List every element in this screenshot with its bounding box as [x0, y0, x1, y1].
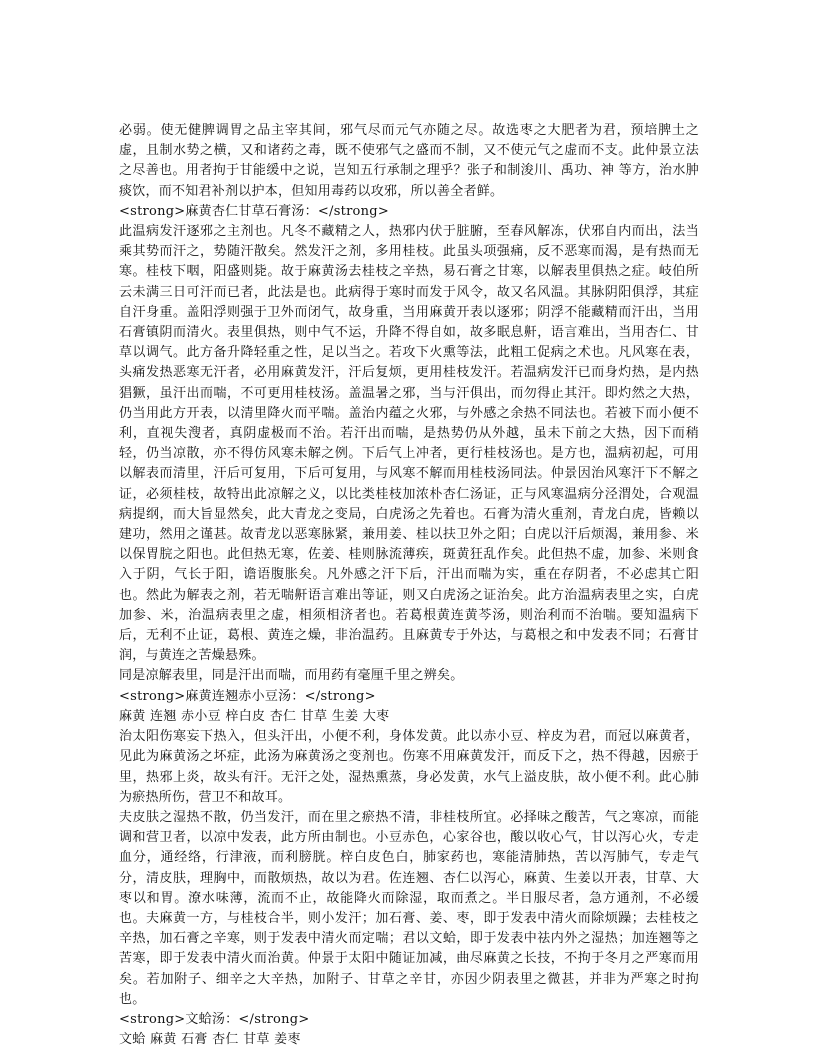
section-heading: <strong>文蛤汤：</strong> — [119, 1011, 310, 1027]
section-heading: <strong>麻黄杏仁甘草石膏汤：</strong> — [119, 203, 389, 219]
paragraph-text: 治太阳伤寒妄下热入，但头汗出，小便不利，身体发黄。此以赤小豆、梓皮为君，而冠以麻黄者，见此为麻黄汤之坏症，此汤为麻黄汤之变剂也。伤寒不用麻黄发汗，而反下之，热不得越，因瘀于里，热邪上炎，故头有汗。无汗之处，湿热熏蒸，身必发黄，水气上溢皮肤，故小便不利。此心肺为瘀热所伤，营卫不和故耳。 — [119, 729, 699, 805]
section-heading: <strong>麻黄连翘赤小豆汤：</strong> — [119, 688, 376, 704]
paragraph-text: 此温病发汗逐邪之主剂也。凡冬不藏精之人，热邪内伏于脏腑，至春风解冻，伏邪自内而出，法当乘其势而汗之，势随汗散矣。然发汗之剂，多用桂枝。此虽头项强痛，反不恶寒而渴，是有热而无寒。桂枝下咽，阳盛则毙。故于麻黄汤去桂枝之辛热，易石膏之甘寒，以解表里俱热之症。岐伯所云未满三日可汗而已者，此法是也。此病得于寒时而发于风令，故又名风温。其脉阴阳俱浮，其症自汗身重。盖阳浮则强于卫外而闭气，故身重，当用麻黄开表以逐邪；阴浮不能藏精而汗出，当用石膏镇阴而清火。表里俱热，则中气不运，升降不得自如，故多眠息鼾，语言难出，当用杏仁、甘草以调气。此方备升降轻重之性，足以当之。若攻下火熏等法，此粗工促病之术也。凡风寒在表，头痛发热恶寒无汗者，必用麻黄发汗，汗后复烦，更用桂枝发汗。若温病发汗已而身灼热，是内热猖獗，虽汗出而喘，不可更用桂枝汤。盖温暑之邪，当与汗俱出，而勿得止其汗。即灼然之大热，仍当用此方开表，以清里降火而平喘。盖治内蕴之火邪，与外感之余热不同法也。若被下而小便不利，直视失溲者，真阴虚极而不治。若汗出而喘，是热势仍从外越，虽未下前之大热，因下而稍轻，仍当凉散，亦不得仿风寒未解之例。下后气上冲者，更行桂枝汤也。是方也，温病初起，可用以解表而清里，汗后可复用，下后可复用，与风寒不解而用桂枝汤同法。仲景因治风寒汗下不解之证，必须桂枝，故特出此凉解之义，以比类桂枝加浓朴杏仁汤证，正与风寒温病分泾渭处，合观温病提纲，而大旨显然矣，此大青龙之变局，白虎汤之先着也。石膏为清火重剂，青龙白虎，皆赖以建功，然用之谨甚。故青龙以恶寒脉紧，兼用姜、桂以扶卫外之阳；白虎以汗后烦渴，兼用参、米以保胃脘之阳也。此但热无寒，佐姜、桂则脉流薄疾，斑黄狂乱作矣。此但热不虚，加参、米则食入于阴，气长于阳，谵语腹胀矣。凡外感之汗下后，汗出而喘为实，重在存阴者，不必虑其亡阳也。然此为解表之剂，若无喘鼾语言难出等证，则又白虎汤之证治矣。此方治温病表里之实，白虎加参、米，治温病表里之虚，相须相济者也。若葛根黄连黄芩汤，则治利而不治喘。要知温病下后，无利不止证，葛根、黄连之燥，非治温药。且麻黄专于外达，与葛根之和中发表不同；石膏甘润，与黄连之苦燥悬殊。 — [119, 224, 699, 664]
formula-ingredients: 文蛤 麻黄 石膏 杏仁 甘草 姜枣 — [119, 1032, 301, 1048]
formula-ingredients: 麻黄 连翘 赤小豆 梓白皮 杏仁 甘草 生姜 大枣 — [119, 708, 390, 724]
paragraph-text: 同是凉解表里，同是汗出而喘，而用药有毫厘千里之辨矣。 — [119, 668, 464, 684]
paragraph-text: 夫皮肤之湿热不散，仍当发汗，而在里之瘀热不清，非桂枝所宜。必择味之酸苦，气之寒凉，而能调和营卫者，以凉中发表，此方所由制也。小豆赤色，心家谷也，酸以收心气，甘以泻心火，专走血分，通经络，行津液，而利膀胱。梓白皮色白，肺家药也，寒能清肺热，苦以泻肺气，专走气分，清皮肤，理胸中，而散烦热，故以为君。佐连翘、杏仁以泻心，麻黄、生姜以开表，甘草、大枣以和胃。潦水味薄，流而不止，故能降火而除湿，取而煮之。半日服尽者，急方通剂，不必缓也。夫麻黄一方，与桂枝合半，则小发汗；加石膏、姜、枣，即于发表中清火而除烦躁；去桂枝之辛热，加石膏之辛寒，则于发表中清火而定喘；君以文蛤，即于发表中祛内外之湿热；加连翘等之苦寒，即于发表中清火而治黄。仲景于太阳中随证加减，曲尽麻黄之长技，不拘于冬月之严寒而用矣。若加附子、细辛之大辛热，加附子、甘草之辛甘，亦因少阴表里之微甚，并非为严寒之时拘也。 — [119, 809, 699, 1007]
paragraph-text: 必弱。使无健脾调胃之品主宰其间，邪气尽而元气亦随之尽。故选枣之大肥者为君，预培脾土之虚，且制水势之横，又和诸药之毒，既不使邪气之盛而不制，又不使元气之虚而不支。此仲景立法之尽善也。用者拘于甘能缓中之说，岂知五行承制之理乎？张子和制浚川、禹功、神 等方，治水肿痰饮，而不知君补剂以护本，但知用毒药以攻邪，所以善全者鲜。 — [119, 123, 699, 199]
document-page — [119, 121, 699, 1050]
